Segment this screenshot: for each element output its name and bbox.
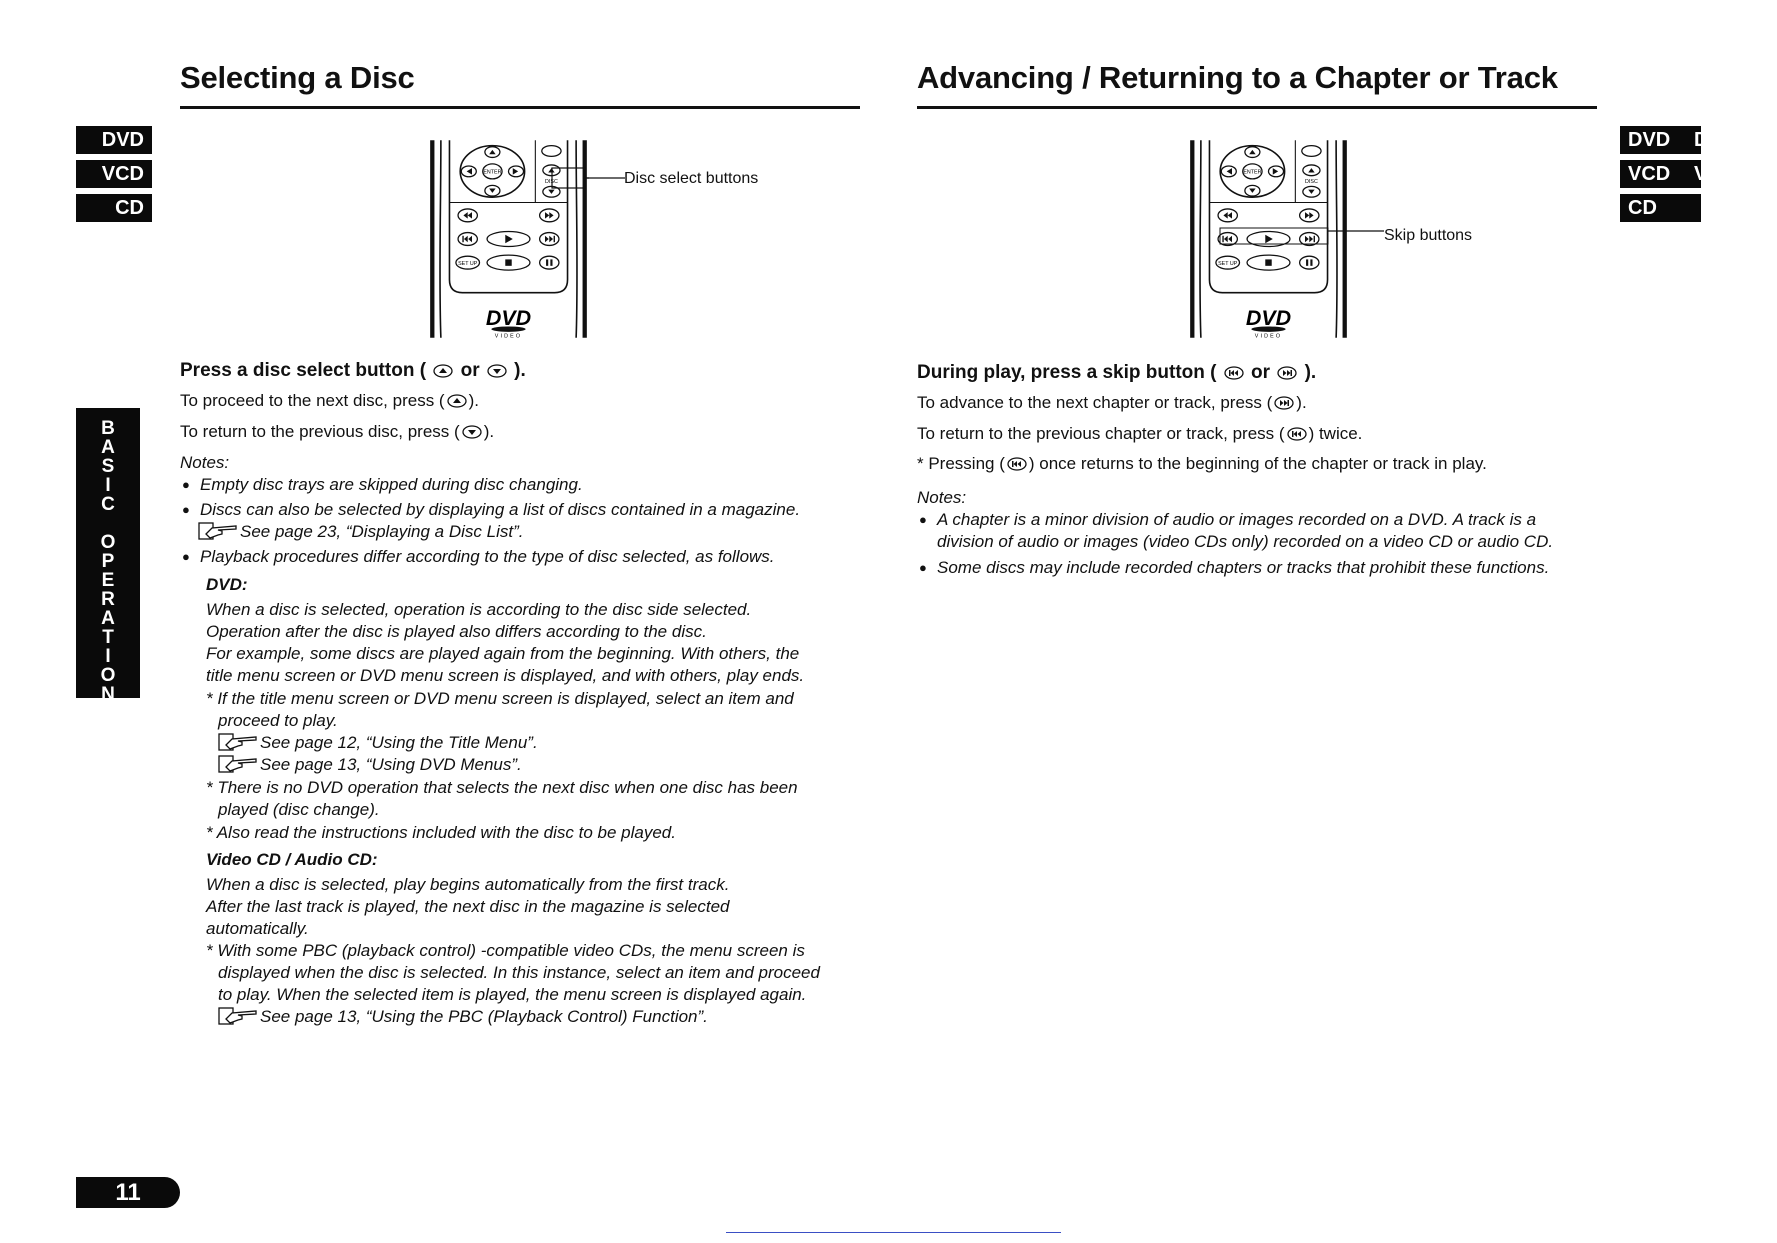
paragraph: To return to the previous chapter or track, press ( ) twice. <box>917 424 1363 443</box>
pointing-hand-icon <box>218 1007 258 1025</box>
page-reference: See page 13, “Using DVD Menus”. <box>206 754 860 776</box>
note-item: ● A chapter is a minor division of audio or images recorded on a DVD. A track is a <box>917 509 1607 531</box>
tab-cd: CD <box>76 194 152 222</box>
page-reference: See page 23, “Displaying a Disc List”. <box>180 521 860 543</box>
skip-forward-icon <box>1277 366 1297 380</box>
skip-back-icon <box>1007 457 1027 471</box>
disc-down-icon <box>487 364 507 378</box>
instruction-heading: During play, press a skip button ( or ). <box>917 362 1317 383</box>
callout-line <box>1328 226 1384 236</box>
skip-back-icon <box>1224 366 1244 380</box>
page-title: Advancing / Returning to a Chapter or Track <box>917 60 1558 95</box>
section-side-label: B A S I C O P E R A T I O N <box>76 408 140 698</box>
text-line: When a disc is selected, operation is according to the disc side selected. <box>206 600 752 619</box>
notes-label: Notes: <box>180 453 230 472</box>
text-line: * There is no DVD operation that selects the next disc when one disc has been <box>206 778 798 797</box>
text-line: played (disc change). <box>218 800 380 819</box>
text-line: proceed to play. <box>218 711 338 730</box>
paragraph: * Pressing ( ) once returns to the beginning of the chapter or track in play. <box>917 454 1487 473</box>
tab-vcd: VCD V <box>1620 160 1701 188</box>
callout-line <box>585 168 625 188</box>
text-line: * If the title menu screen or DVD menu screen is displayed, select an item and <box>206 689 794 708</box>
tab-cd: CD <box>1620 194 1701 222</box>
remote-control-illustration <box>1188 138 1349 340</box>
text-line: For example, some discs are played again from the beginning. With others, the <box>206 644 800 663</box>
text-line: * With some PBC (playback control) -compatible video CDs, the menu screen is <box>206 941 805 960</box>
text-line: automatically. <box>206 919 309 938</box>
text-line: to play. When the selected item is played, the menu screen is displayed again. <box>218 985 807 1004</box>
playback-details <box>180 574 860 1028</box>
text-line: title menu screen or DVD menu screen is displayed, and with others, play ends. <box>206 666 805 685</box>
tab-dvd: DVD <box>76 126 152 154</box>
note-item: ● Some discs may include recorded chapters or tracks that prohibit these functions. <box>917 557 1607 579</box>
note-item-continued: division of audio or images (video CDs only) recorded on a video CD or audio CD. <box>937 532 1554 551</box>
disc-select-callout: Disc select buttons <box>624 170 759 187</box>
text-line: After the last track is played, the next disc in the magazine is selected <box>206 897 730 916</box>
text-line: When a disc is selected, play begins automatically from the first track. <box>206 875 730 894</box>
note-item: ● Empty disc trays are skipped during disc changing. <box>180 474 860 496</box>
tab-dvd: DVD D <box>1620 126 1701 154</box>
title-underline <box>917 106 1597 109</box>
page-number: 11 <box>76 1177 180 1208</box>
paragraph: To proceed to the next disc, press ( ). <box>180 391 479 410</box>
disc-up-icon <box>433 364 453 378</box>
pointing-hand-icon <box>218 733 258 751</box>
pointing-hand-icon <box>218 755 258 773</box>
text-line: displayed when the disc is selected. In this instance, select an item and proceed <box>218 963 820 982</box>
paragraph: To advance to the next chapter or track, press ( ). <box>917 393 1307 412</box>
page-title: Selecting a Disc <box>180 60 415 95</box>
skip-back-icon <box>1287 427 1307 441</box>
disc-up-icon <box>447 394 467 408</box>
disc-type-tabs <box>76 126 152 228</box>
page-reference: See page 13, “Using the PBC (Playback Control) Function”. <box>206 1006 860 1028</box>
note-item: ● Discs can also be selected by displaying a list of discs contained in a magazine. <box>180 499 860 521</box>
remote-control-illustration <box>428 138 589 340</box>
instruction-heading: Press a disc select button ( or ). <box>180 360 526 381</box>
skip-forward-icon <box>1274 396 1294 410</box>
disc-type-tabs <box>1620 126 1709 228</box>
skip-callout: Skip buttons <box>1384 227 1473 244</box>
note-item: ● Playback procedures differ according to the type of disc selected, as follows. <box>180 546 860 568</box>
text-line: * Also read the instructions included with the disc to be played. <box>206 823 676 842</box>
page-reference: See page 12, “Using the Title Menu”. <box>206 732 860 754</box>
vcd-subheading: Video CD / Audio CD: <box>206 850 378 869</box>
paragraph: To return to the previous disc, press ( ). <box>180 422 495 441</box>
right-body <box>917 362 1607 579</box>
text-line: Operation after the disc is played also differs according to the disc. <box>206 622 707 641</box>
link-underline <box>726 1232 1061 1233</box>
dvd-subheading: DVD: <box>206 575 248 594</box>
tab-vcd: VCD <box>76 160 152 188</box>
notes-label: Notes: <box>917 488 967 507</box>
disc-down-icon <box>462 425 482 439</box>
left-body <box>180 360 860 1028</box>
title-underline <box>180 106 860 109</box>
pointing-hand-icon <box>198 522 238 540</box>
